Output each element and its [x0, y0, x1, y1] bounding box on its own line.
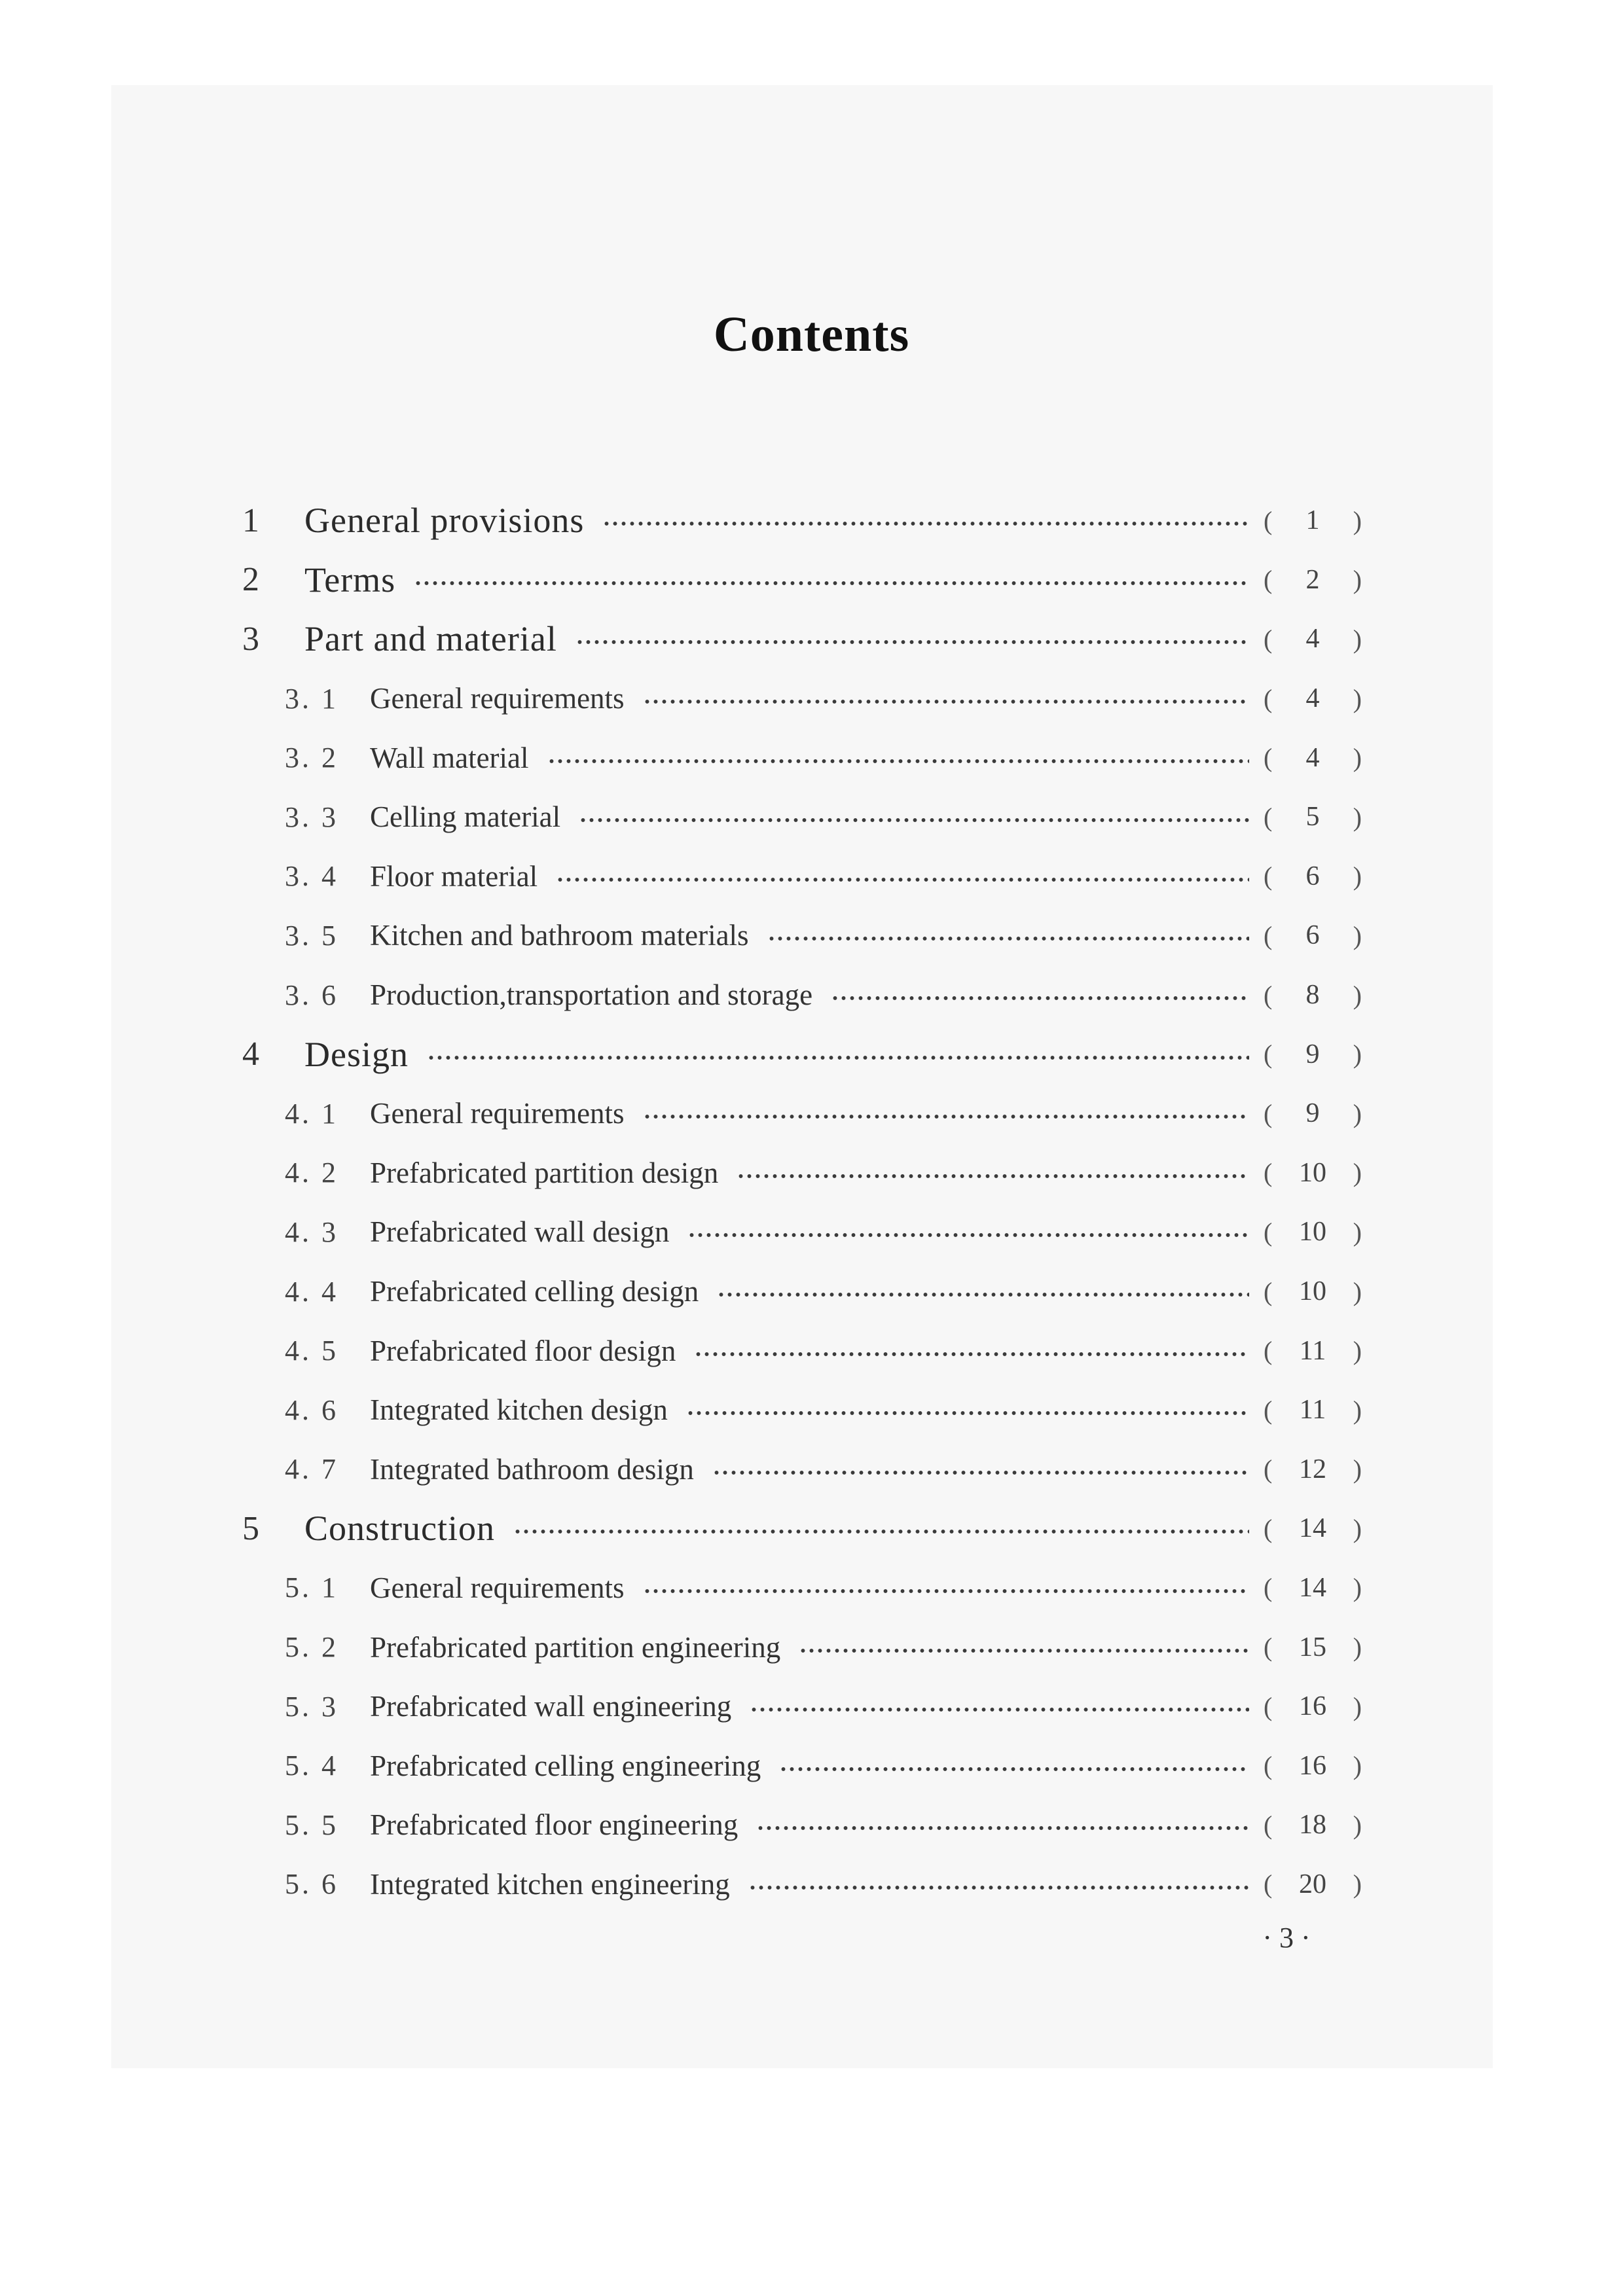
toc-entry-page	[1264, 1039, 1362, 1070]
page-paren-open: (	[1264, 1395, 1273, 1425]
toc-entry-page	[1264, 742, 1362, 774]
dot-leader	[712, 1469, 1249, 1476]
toc-entry-number: 3. 1	[285, 682, 338, 715]
toc-entry-page	[1264, 801, 1362, 833]
page-paren-close: )	[1353, 624, 1362, 654]
page-paren-close: )	[1353, 1098, 1362, 1128]
toc-entry-title: Prefabricated partition engineering	[370, 1630, 781, 1664]
toc-entry-page	[1264, 1098, 1362, 1129]
toc-entry-number: 4	[242, 1035, 259, 1073]
toc-entry[interactable]	[242, 1617, 1362, 1677]
dot-leader	[427, 1054, 1249, 1061]
toc-entry-number: 4. 6	[285, 1393, 338, 1426]
toc-entry-page-number: 4	[1305, 683, 1320, 714]
page-paren-open: (	[1264, 565, 1273, 595]
page-paren-close: )	[1353, 861, 1362, 891]
toc-entry-page-number: 14	[1299, 1572, 1326, 1603]
dot-leader	[556, 876, 1249, 883]
page-paren-open: (	[1264, 505, 1273, 535]
toc-entry-page-number: 8	[1305, 980, 1320, 1011]
page-paren-close: )	[1353, 1513, 1362, 1543]
toc-entry[interactable]	[242, 1855, 1362, 1914]
dot-leader	[547, 758, 1249, 764]
toc-entry-number: 4. 4	[285, 1275, 338, 1308]
dot-leader	[737, 1173, 1249, 1179]
toc-entry-page-number: 10	[1299, 1276, 1326, 1307]
toc-entry-page-number: 16	[1299, 1750, 1326, 1781]
toc-entry-number: 5. 5	[285, 1808, 338, 1841]
page-paren-close: )	[1353, 1573, 1362, 1603]
toc-entry[interactable]	[242, 669, 1362, 728]
toc-entry[interactable]	[242, 1736, 1362, 1795]
toc-entry-number: 2	[242, 561, 259, 599]
toc-entry-page	[1264, 623, 1362, 655]
toc-entry-title: Prefabricated wall design	[370, 1215, 670, 1249]
dot-leader	[602, 520, 1249, 527]
page-paren-open: (	[1264, 802, 1273, 832]
dot-leader	[643, 1113, 1249, 1120]
toc-entry[interactable]	[242, 1677, 1362, 1736]
toc-entry[interactable]	[242, 1024, 1362, 1084]
page-paren-open: (	[1264, 920, 1273, 950]
toc-entry-page-number: 5	[1305, 802, 1320, 833]
toc-entry[interactable]	[242, 1143, 1362, 1203]
toc-entry-title: Wall material	[370, 741, 529, 774]
toc-entry-number: 5. 6	[285, 1868, 338, 1901]
toc-entry-page-number: 20	[1299, 1869, 1326, 1899]
toc-entry-page-number: 1	[1305, 505, 1320, 536]
page-paren-open: (	[1264, 1276, 1273, 1306]
toc-entry-page-number: 4	[1305, 742, 1320, 773]
toc-entry-number: 3. 2	[285, 742, 338, 774]
page-paren-open: (	[1264, 1751, 1273, 1781]
toc-entry-title: Integrated kitchen design	[370, 1393, 668, 1427]
toc-entry-page	[1264, 1750, 1362, 1782]
dot-leader	[687, 1232, 1249, 1238]
page-paren-close: )	[1353, 1869, 1362, 1899]
toc-entry-number: 5. 2	[285, 1631, 338, 1664]
dot-leader	[717, 1291, 1249, 1298]
toc-entry-title: Production,transportation and storage	[370, 978, 813, 1012]
toc-entry[interactable]	[242, 1202, 1362, 1262]
toc-entry[interactable]	[242, 1558, 1362, 1618]
toc-entry-page	[1264, 1869, 1362, 1900]
toc-entry-page	[1264, 1572, 1362, 1604]
toc-entry[interactable]	[242, 491, 1362, 550]
toc-entry-number: 5. 4	[285, 1749, 338, 1782]
toc-entry-title: Floor material	[370, 859, 538, 893]
page-paren-open: (	[1264, 1691, 1273, 1721]
dot-leader	[575, 639, 1249, 645]
toc-entry-page-number: 4	[1305, 624, 1320, 655]
toc-entry[interactable]	[242, 1440, 1362, 1499]
page-paren-open: (	[1264, 683, 1273, 713]
toc-entry-page	[1264, 1691, 1362, 1722]
page-paren-open: (	[1264, 980, 1273, 1010]
toc-entry-title: Part and material	[304, 619, 557, 659]
toc-entry[interactable]	[242, 906, 1362, 965]
toc-entry-page-number: 11	[1299, 1395, 1326, 1426]
toc-entry-title: Prefabricated floor engineering	[370, 1808, 739, 1842]
toc-entry-title: Prefabricated celling engineering	[370, 1749, 761, 1782]
page-paren-close: )	[1353, 1454, 1362, 1484]
toc-entry-title: General requirements	[370, 1571, 625, 1604]
toc-entry-number: 4. 5	[285, 1335, 338, 1367]
page-paren-open: (	[1264, 1573, 1273, 1603]
toc-entry-title: Prefabricated floor design	[370, 1334, 676, 1367]
toc-entry[interactable]	[242, 1380, 1362, 1440]
page-paren-open: (	[1264, 1869, 1273, 1899]
toc-entry-number: 3	[242, 620, 259, 658]
toc-entry-page-number: 15	[1299, 1632, 1326, 1662]
toc-entry-page	[1264, 979, 1362, 1011]
page-paren-open: (	[1264, 624, 1273, 654]
toc-entry-page-number: 2	[1305, 564, 1320, 595]
toc-entry-title: Prefabricated partition design	[370, 1156, 719, 1189]
toc-entry-page	[1264, 1216, 1362, 1247]
toc-entry-page-number: 18	[1299, 1810, 1326, 1840]
dot-leader	[748, 1884, 1249, 1891]
toc-entry-title: Prefabricated wall engineering	[370, 1690, 732, 1723]
toc-entry-title: Integrated kitchen engineering	[370, 1867, 730, 1901]
toc-entry-number: 1	[242, 501, 259, 539]
toc-entry[interactable]	[242, 728, 1362, 787]
toc-entry-number: 3. 6	[285, 978, 338, 1011]
page-paren-open: (	[1264, 861, 1273, 891]
page-paren-open: (	[1264, 1454, 1273, 1484]
toc-entry[interactable]	[242, 965, 1362, 1025]
toc-entry-title: Construction	[304, 1509, 495, 1549]
toc-entry-number: 4. 7	[285, 1453, 338, 1486]
toc-entry-page	[1264, 920, 1362, 951]
page-paren-open: (	[1264, 1810, 1273, 1840]
toc-entry-page-number: 6	[1305, 861, 1320, 891]
toc-entry-page-number: 9	[1305, 1039, 1320, 1069]
page-paren-close: )	[1353, 1632, 1362, 1662]
toc-entry[interactable]	[242, 609, 1362, 669]
toc-entry-title: Integrated bathroom design	[370, 1452, 694, 1486]
page-paren-close: )	[1353, 1039, 1362, 1069]
toc-entry[interactable]	[242, 1499, 1362, 1558]
toc-entry-page	[1264, 1394, 1362, 1426]
toc-entry-page-number: 10	[1299, 1217, 1326, 1247]
dot-leader	[831, 995, 1249, 1001]
table-of-contents	[242, 491, 1362, 1914]
page-paren-open: (	[1264, 743, 1273, 773]
toc-entry[interactable]	[242, 1262, 1362, 1321]
page-paren-close: )	[1353, 505, 1362, 535]
toc-entry-number: 3. 3	[285, 800, 338, 833]
toc-entry-title: Kitchen and bathroom materials	[370, 919, 749, 952]
dot-leader	[513, 1528, 1249, 1535]
toc-entry-page	[1264, 1809, 1362, 1840]
toc-entry-title: Prefabricated celling design	[370, 1275, 699, 1308]
dot-leader	[643, 698, 1249, 705]
page-paren-close: )	[1353, 1810, 1362, 1840]
page-paren-open: (	[1264, 1513, 1273, 1543]
toc-entry-number: 5. 1	[285, 1571, 338, 1604]
dot-leader	[414, 580, 1249, 586]
dot-leader	[767, 935, 1249, 942]
toc-entry[interactable]	[242, 1795, 1362, 1855]
page-paren-close: )	[1353, 1691, 1362, 1721]
dot-leader	[694, 1351, 1249, 1357]
dot-leader	[579, 817, 1249, 823]
dot-leader	[779, 1766, 1249, 1772]
toc-entry-page	[1264, 1157, 1362, 1189]
toc-entry-title: General requirements	[370, 682, 625, 715]
toc-entry-page	[1264, 564, 1362, 596]
dot-leader	[756, 1825, 1249, 1831]
toc-entry-page	[1264, 861, 1362, 892]
toc-entry-page	[1264, 1335, 1362, 1367]
toc-entry-page-number: 6	[1305, 920, 1320, 951]
toc-entry-number: 5	[242, 1509, 259, 1547]
toc-entry[interactable]	[242, 550, 1362, 610]
dot-leader	[799, 1647, 1249, 1654]
toc-entry-number: 4. 3	[285, 1215, 338, 1248]
toc-entry-page-number: 16	[1299, 1691, 1326, 1722]
toc-entry-number: 3. 4	[285, 860, 338, 893]
page-paren-open: (	[1264, 1217, 1273, 1247]
toc-entry[interactable]	[242, 1321, 1362, 1380]
toc-entry-page	[1264, 1276, 1362, 1307]
page-paren-open: (	[1264, 1098, 1273, 1128]
toc-entry-title: General requirements	[370, 1097, 625, 1130]
toc-entry-page	[1264, 505, 1362, 536]
page-paren-close: )	[1353, 920, 1362, 950]
page-paren-open: (	[1264, 1336, 1273, 1366]
page-title: Contents	[713, 307, 910, 362]
page-paren-open: (	[1264, 1632, 1273, 1662]
page-paren-close: )	[1353, 1395, 1362, 1425]
page-paren-open: (	[1264, 1158, 1273, 1188]
page-paren-open: (	[1264, 1039, 1273, 1069]
toc-entry-number: 5. 3	[285, 1690, 338, 1723]
toc-entry-page	[1264, 1632, 1362, 1663]
toc-entry-title: Terms	[304, 560, 396, 600]
toc-entry[interactable]	[242, 787, 1362, 847]
page-number: · 3 ·	[1262, 1922, 1311, 1954]
page-paren-close: )	[1353, 1336, 1362, 1366]
dot-leader	[686, 1410, 1249, 1416]
page-paren-close: )	[1353, 1158, 1362, 1188]
toc-entry-page	[1264, 1513, 1362, 1544]
toc-entry-number: 3. 5	[285, 919, 338, 952]
page-paren-close: )	[1353, 802, 1362, 832]
toc-entry-page-number: 14	[1299, 1513, 1326, 1544]
page-paren-close: )	[1353, 743, 1362, 773]
page-paren-close: )	[1353, 1751, 1362, 1781]
toc-entry-number: 4. 1	[285, 1097, 338, 1130]
dot-leader	[643, 1588, 1249, 1594]
toc-entry-page-number: 9	[1305, 1098, 1320, 1129]
toc-entry-number: 4. 2	[285, 1157, 338, 1189]
toc-entry-title: Design	[304, 1034, 409, 1074]
toc-entry[interactable]	[242, 1084, 1362, 1143]
toc-entry-page-number: 10	[1299, 1157, 1326, 1188]
page-paren-close: )	[1353, 683, 1362, 713]
toc-entry[interactable]	[242, 847, 1362, 906]
toc-entry-title: General provisions	[304, 501, 585, 541]
dot-leader	[750, 1706, 1249, 1713]
page-paren-close: )	[1353, 1217, 1362, 1247]
page-paren-close: )	[1353, 980, 1362, 1010]
page-paren-close: )	[1353, 565, 1362, 595]
toc-entry-page	[1264, 683, 1362, 714]
toc-entry-page-number: 11	[1299, 1335, 1326, 1366]
page-paren-close: )	[1353, 1276, 1362, 1306]
toc-entry-page-number: 12	[1299, 1454, 1326, 1484]
toc-entry-title: Celling material	[370, 800, 561, 834]
toc-entry-page	[1264, 1454, 1362, 1485]
